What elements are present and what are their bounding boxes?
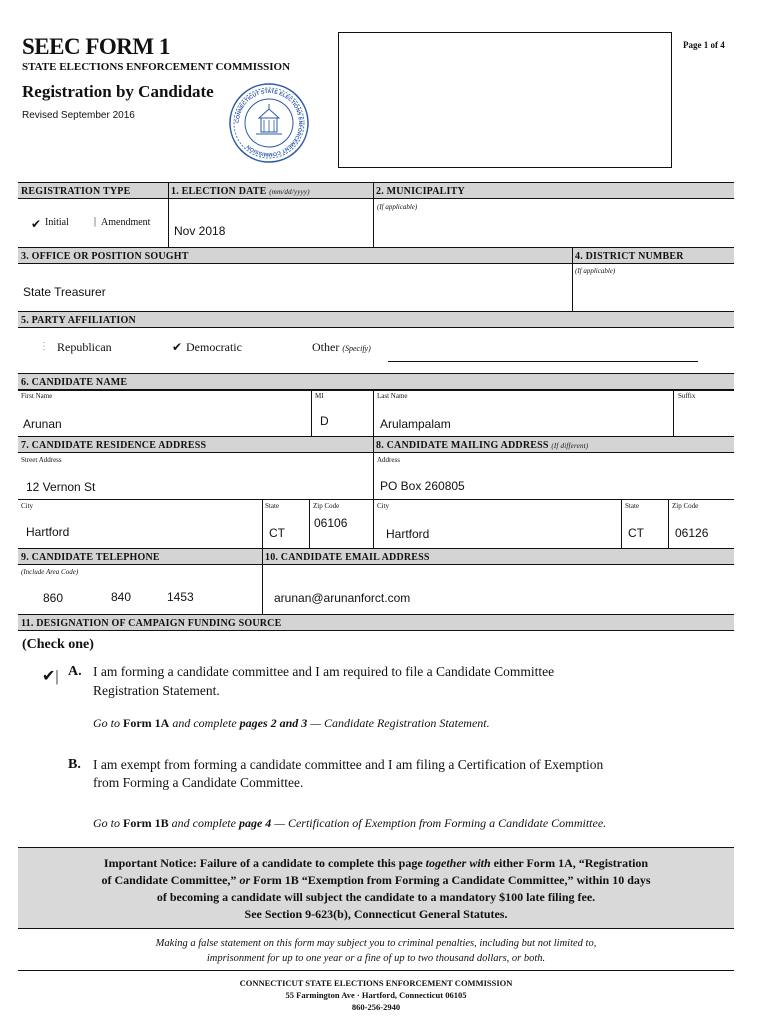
hint: (mm/dd/yyyy) (269, 188, 310, 196)
notice-line-4: See Section 9-623(b), Connecticut General Statutes. (244, 907, 508, 921)
go-desc: — Certification of Exemption from Forming a Candidate Committee. (274, 816, 607, 830)
phone-prefix-value[interactable]: 840 (111, 590, 132, 604)
section-label: 5. PARTY AFFILIATION (21, 315, 136, 326)
option-a-text-2: Registration Statement. (93, 683, 220, 698)
mail-city-value[interactable]: Hartford (386, 527, 430, 541)
option-b-go (93, 816, 606, 831)
notice-italic: together with (425, 856, 491, 870)
republican-label: Republican (57, 340, 112, 354)
notice-line-1 (18, 855, 734, 872)
form-subtitle: Registration by Candidate (22, 82, 214, 101)
first-name-label: First Name (21, 392, 53, 400)
democratic-checkbox[interactable]: ✔ (172, 340, 183, 354)
res-zip-label: Zip Code (313, 502, 340, 510)
section-label: 11. DESIGNATION OF CAMPAIGN FUNDING SOURCE (21, 618, 282, 629)
form-1b-ref: Form 1B (123, 816, 169, 830)
section-residence-address (18, 436, 373, 453)
notice-text: either Form 1A, “Registration (493, 856, 649, 870)
section-telephone (18, 548, 262, 565)
initial-label: Initial (45, 217, 69, 228)
notice-text: Important Notice: Failure of a candidate to complete this page (103, 856, 423, 870)
seal-ring-text: CONNECTICUT STATE ELECTIONS ENFORCEMENT COMMISSION (234, 88, 304, 158)
section-district (572, 247, 734, 264)
district-hint: (If applicable) (575, 267, 616, 275)
option-b-letter: B. (68, 757, 81, 772)
page-number: Page 1 of 4 (683, 40, 725, 50)
street-label: Street Address (21, 456, 62, 464)
notice-italic: or (239, 873, 251, 887)
election-date-value[interactable]: Nov 2018 (174, 224, 226, 238)
agency-name: STATE ELECTIONS ENFORCEMENT COMMISSION (22, 61, 291, 73)
mail-state-value[interactable]: CT (628, 526, 644, 540)
check-one: (Check one) (22, 637, 94, 652)
res-street-value[interactable]: 12 Vernon St (26, 480, 96, 494)
mi-label: MI (315, 392, 324, 400)
footer-address: 55 Farmington Ave · Hartford, Connecticut 06105 (285, 990, 467, 1000)
section-label: 2. MUNICIPALITY (376, 186, 465, 197)
section-election-date (168, 182, 373, 199)
notice-text: of Candidate Committee,” (101, 873, 237, 887)
email-value[interactable]: arunan@arunanforct.com (274, 591, 411, 605)
last-name-label: Last Name (377, 392, 408, 400)
democratic-label: Democratic (186, 340, 242, 354)
option-a-text-1: I am forming a candidate committee and I am required to file a Candidate Committee (93, 664, 555, 679)
other-text: Other (312, 340, 340, 354)
pages-ref: page 4 (238, 816, 272, 830)
notice-line-2 (18, 872, 734, 889)
form-title: SEEC FORM 1 (22, 34, 170, 59)
amendment-label: Amendment (101, 217, 151, 228)
section-party (18, 311, 734, 328)
false-statement-warning (18, 936, 734, 966)
notice-text: Form 1B “Exemption from Forming a Candidate Committee,” within 10 days (253, 873, 651, 887)
municipality-hint: (If applicable) (377, 203, 418, 211)
footer-phone: 860-256-2940 (351, 1002, 401, 1012)
option-a-checkbox[interactable]: ✔| (42, 668, 59, 685)
mail-zip-label: Zip Code (672, 502, 699, 510)
section-label: 3. OFFICE OR POSITION SOUGHT (21, 251, 189, 262)
office-value[interactable]: State Treasurer (23, 285, 106, 299)
and-complete: and complete (171, 816, 236, 830)
hint: (If different) (551, 442, 589, 450)
section-label: 1. ELECTION DATE (171, 186, 267, 197)
res-state-label: State (265, 502, 279, 510)
res-city-label: City (21, 502, 34, 510)
section-municipality (373, 182, 734, 199)
go-to: Go to (93, 716, 120, 730)
section-label: 4. DISTRICT NUMBER (575, 251, 684, 262)
warning-line-1: Making a false statement on this form may subject you to criminal penalties, including but not limited to, (155, 938, 597, 949)
section-registration-type (18, 182, 168, 199)
notice-line-3: of becoming a candidate will subject the candidate to a mandatory $100 late filing fee. (156, 890, 596, 904)
section-mailing-address (373, 436, 734, 453)
address-label: Address (377, 456, 400, 464)
phone-area-value[interactable]: 860 (43, 591, 64, 605)
res-state-value[interactable]: CT (269, 526, 285, 540)
first-name-value[interactable]: Arunan (23, 417, 62, 431)
revised-date: Revised September 2016 (22, 110, 135, 121)
stamp-box (338, 32, 672, 168)
res-zip-value[interactable]: 06106 (314, 516, 348, 530)
important-notice (18, 847, 734, 929)
other-label (312, 340, 371, 355)
initial-checkbox[interactable]: ✔ (31, 217, 42, 231)
section-label: 7. CANDIDATE RESIDENCE ADDRESS (21, 440, 207, 451)
telephone-hint: (Include Area Code) (21, 568, 79, 576)
mail-address-value[interactable]: PO Box 260805 (380, 479, 465, 493)
phone-line-value[interactable]: 1453 (167, 590, 194, 604)
form-1a-ref: Form 1A (123, 716, 170, 730)
go-to: Go to (93, 816, 120, 830)
go-desc: — Candidate Registration Statement. (310, 716, 490, 730)
other-input-line[interactable] (388, 361, 698, 362)
section-label: 10. CANDIDATE EMAIL ADDRESS (265, 552, 430, 563)
mail-state-label: State (625, 502, 639, 510)
option-b-text-1: I am exempt from forming a candidate committee and I am filing a Certification of Exemption (93, 757, 604, 772)
mail-zip-value[interactable]: 06126 (675, 526, 709, 540)
option-a-letter: A. (68, 664, 82, 679)
res-city-value[interactable]: Hartford (26, 525, 70, 539)
section-label: 6. CANDIDATE NAME (21, 377, 128, 388)
amendment-checkbox[interactable]: | (94, 216, 97, 227)
option-a-go (93, 716, 490, 731)
republican-checkbox[interactable]: ⋮ (39, 341, 49, 352)
mail-city-label: City (377, 502, 390, 510)
last-name-value[interactable]: Arulampalam (380, 417, 451, 431)
and-complete: and complete (172, 716, 237, 730)
suffix-label: Suffix (678, 392, 696, 400)
pages-ref: pages 2 and 3 (239, 716, 308, 730)
footer (18, 977, 734, 1013)
mi-value[interactable]: D (320, 414, 329, 428)
section-funding (18, 614, 734, 631)
section-label: 8. CANDIDATE MAILING ADDRESS (376, 440, 549, 451)
section-label: 9. CANDIDATE TELEPHONE (21, 552, 160, 563)
option-b-text-2: from Forming a Candidate Committee. (93, 775, 304, 790)
section-office (18, 247, 572, 264)
other-hint: (Specify) (342, 344, 371, 353)
footer-agency: CONNECTICUT STATE ELECTIONS ENFORCEMENT COMMISSION (239, 978, 513, 988)
section-label: REGISTRATION TYPE (21, 186, 131, 197)
section-candidate-name (18, 373, 734, 390)
warning-line-2: imprisonment for up to one year or a fine of up to two thousand dollars, or both. (206, 953, 546, 964)
section-email (262, 548, 734, 565)
seal-logo (228, 82, 310, 164)
